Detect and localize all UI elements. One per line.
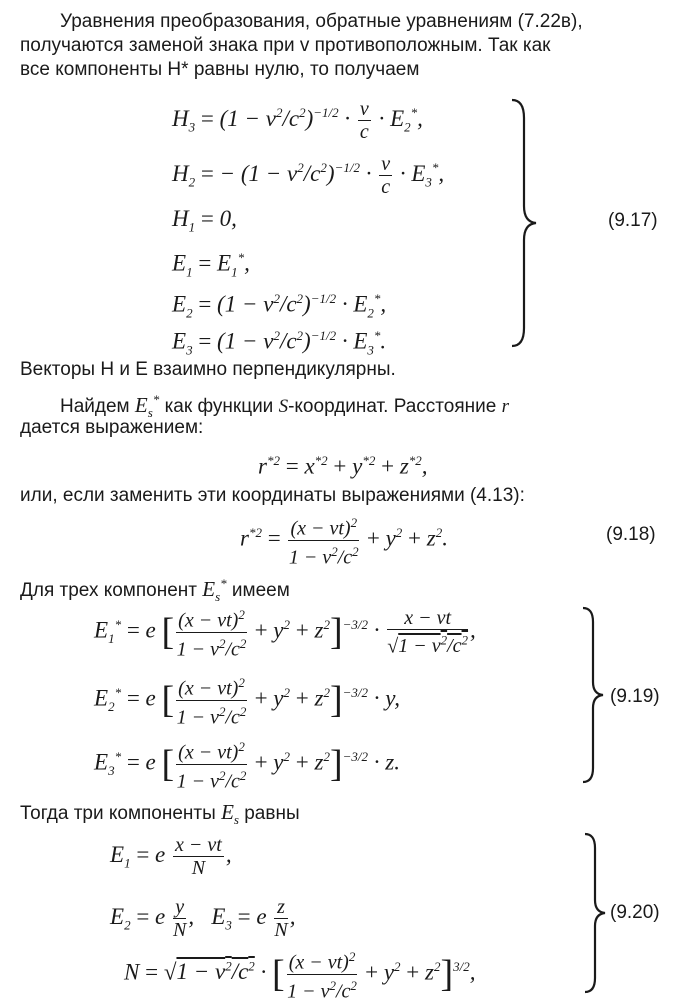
right-brace-icon [582, 832, 612, 996]
text-line: получаются заменой знака при v противоположным. Так как [20, 35, 551, 56]
text-line: все компоненты H* равны нулю, то получаем [20, 59, 420, 80]
equation-line: $N = √1 - v^2/c^2$ · [ $\frac{(x - vt)^2}{1 - v^2/c^2}$ + $y^2 + z^2]^{3/2}$, [124, 946, 476, 1002]
equation-number: (9.20) [610, 902, 660, 923]
equation-line: $E_1 = E_1^*$, [172, 250, 250, 280]
right-brace-icon [508, 98, 548, 348]
equation-line: $H_3 = (1 - v^2/c^2)^{-1/2}$ · $\frac{v}{c}$ · $E_2^*$, [172, 98, 423, 143]
equation-line: $E_1 = e$ $\frac{x - vt}{N}$ , [110, 834, 232, 879]
equation-line: $E_3 = (1 - v^2/c^2)^{-1/2} \cdot E_3^*$. [172, 328, 387, 358]
equation-line: $E_2^* = e$ [ $\frac{(x - vt)^2}{1 - v^2/c^2}$ + $y^2 + z^2]^{-3/2} \cdot y$, [94, 672, 400, 728]
equation-number: (9.18) [606, 524, 656, 545]
equation-line: $E_2 = e$ $\frac{y}{N}$ , $E_3 = e$ $\frac{z}{N}$ , [110, 896, 296, 941]
text-line: Векторы H и E взаимно перпендикулярны. [20, 359, 396, 380]
equation-number: (9.17) [608, 210, 658, 231]
equation-line: $H_1 = 0$, [172, 206, 237, 235]
text-line: дается выражением: [20, 417, 204, 438]
equation-line: $E_3^* = e$ [ $\frac{(x - vt)^2}{1 - v^2/c^2}$ + $y^2 + z^2]^{-3/2} \cdot z$. [94, 736, 400, 792]
text-line: Уравнения преобразования, обратные уравнениям (7.22в), [60, 11, 583, 32]
text-line: или, если заменить эти координаты выражениями (4.13): [20, 485, 525, 506]
equation-line: $E_1^* = e$ [ $\frac{(x - vt)^2}{1 - v^2/c^2}$ + $y^2 + z^2]^{-3/2}$ · $\frac{x - vt}{√1 - v^2/c^2}$ , [94, 604, 476, 660]
equation-line: $H_2$ = − $(1 - v^2/c^2)^{-1/2}$ · $\frac{v}{c}$ · $E_3^*$, [172, 153, 445, 198]
equation-line: $r^{*2} = x^{*2} + y^{*2} + z^{*2}$, [258, 453, 428, 479]
equation-line: $E_2 = (1 - v^2/c^2)^{-1/2} \cdot E_2^*$, [172, 291, 387, 321]
text-line: Для трех компонент $E_s^*$ имеем [20, 576, 290, 605]
text-line: Тогда три компоненты $E_s$ равны [20, 800, 300, 828]
right-brace-icon [580, 606, 610, 786]
equation-line: $r^{*2}$ = $\frac{(x - vt)^2}{1 - v^2/c^2}$ + $y^2 + z^2$. [240, 512, 448, 568]
equation-number: (9.19) [610, 686, 660, 707]
text-line: Найдем $E_s^*$ как функции S-координат. Расстояние r [60, 392, 510, 421]
